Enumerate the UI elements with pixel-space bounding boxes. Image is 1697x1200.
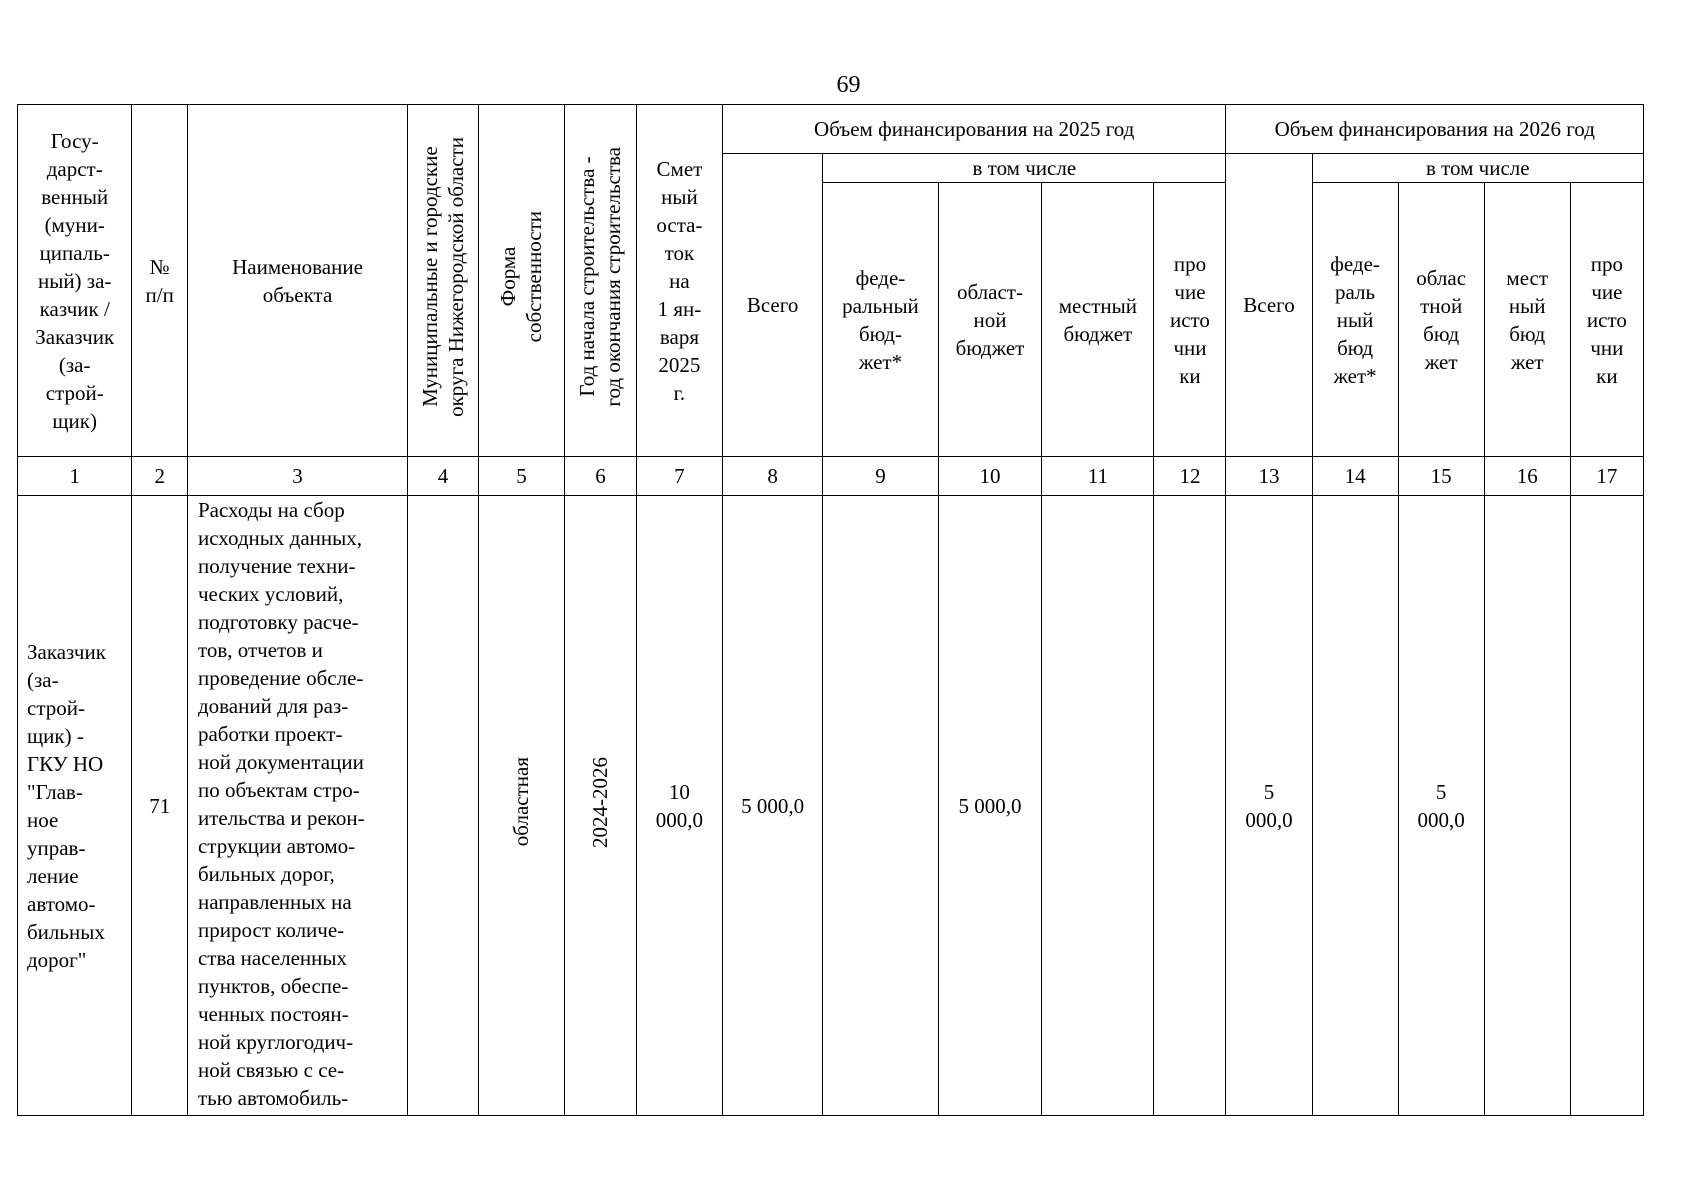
header-regional-2025: област- ной бюджет (938, 183, 1042, 457)
header-row-1 (18, 105, 1644, 154)
header-number: № п/п (132, 105, 188, 457)
row-regional-2025: 5 000,0 (938, 496, 1042, 1116)
column-number: 14 (1312, 457, 1398, 496)
column-number: 17 (1570, 457, 1643, 496)
column-number: 12 (1154, 457, 1226, 496)
row-ownership-text: областная (509, 757, 534, 847)
column-number: 7 (636, 457, 722, 496)
row-estimate: 10 000,0 (636, 496, 722, 1116)
column-number-row (18, 457, 1644, 496)
row-number: 71 (132, 496, 188, 1116)
financing-table (17, 104, 1644, 1116)
row-other-2025 (1154, 496, 1226, 1116)
header-other-2025: про чие исто чни ки (1154, 183, 1226, 457)
header-municipal-text: Муниципальные и городские округа Нижегородской области (417, 137, 468, 417)
column-number: 3 (187, 457, 407, 496)
row-ownership (478, 496, 564, 1116)
header-total-2026: Всего (1226, 154, 1312, 457)
header-municipal (408, 105, 479, 457)
column-number: 15 (1398, 457, 1484, 496)
header-including-2026: в том числе (1312, 154, 1643, 183)
header-years-text: Год начала строительства - год окончания строительства (575, 147, 626, 407)
row-local-2026 (1484, 496, 1570, 1116)
row-federal-2026 (1312, 496, 1398, 1116)
row-regional-2026: 5 000,0 (1398, 496, 1484, 1116)
header-federal-2026: феде- раль ный бюд жет* (1312, 183, 1398, 457)
column-number: 16 (1484, 457, 1570, 496)
row-other-2026 (1570, 496, 1643, 1116)
row-object-name: Расходы на сбор исходных данных, получение техни- ческих условий, подготовку расче- тов, отчетов и проведение обсле- дований для раз- работки проект- ной документации по объектам стро- ительства и рекон- струкции автомо- бильных дорог, направленных на прирост количе- ства населенных пунктов, обеспе- ченных постоян- ной круглогодич- ной связью с се- тью автомобиль- (187, 496, 407, 1116)
row-customer: Заказчик (за- строй- щик) - ГКУ НО "Глав- ное управ- ление автомо- бильных дорог" (18, 496, 132, 1116)
header-local-2025: местный бюджет (1042, 183, 1154, 457)
row-years (564, 496, 636, 1116)
row-local-2025 (1042, 496, 1154, 1116)
header-federal-2025: феде- ральный бюд- жет* (823, 183, 939, 457)
header-other-2026: про чие исто чни ки (1570, 183, 1643, 457)
column-number: 6 (564, 457, 636, 496)
column-number: 13 (1226, 457, 1312, 496)
row-years-text: 2024-2026 (588, 756, 613, 848)
header-estimate: Смет ный оста- ток на 1 ян- варя 2025 г. (636, 105, 722, 457)
header-regional-2026: облас тной бюд жет (1398, 183, 1484, 457)
header-local-2026: мест ный бюд жет (1484, 183, 1570, 457)
header-fin-2025: Объем финансирования на 2025 год (722, 105, 1225, 154)
column-number: 8 (722, 457, 822, 496)
header-object-name: Наименование объекта (187, 105, 407, 457)
column-number: 2 (132, 457, 188, 496)
column-number: 4 (408, 457, 479, 496)
column-number: 10 (938, 457, 1042, 496)
row-total-2026: 5 000,0 (1226, 496, 1312, 1116)
row-total-2025: 5 000,0 (722, 496, 822, 1116)
header-including-2025: в том числе (823, 154, 1226, 183)
header-customer: Госу- дарст- венный (муни- ципаль- ный) за- казчик / Заказчик (за- строй- щик) (18, 105, 132, 457)
column-number: 5 (478, 457, 564, 496)
row-municipal (408, 496, 479, 1116)
column-number: 9 (823, 457, 939, 496)
row-federal-2025 (823, 496, 939, 1116)
header-ownership (478, 105, 564, 457)
header-total-2025: Всего (722, 154, 822, 457)
page-number: 69 (836, 72, 861, 98)
column-number: 11 (1042, 457, 1154, 496)
table-row (18, 496, 1644, 1116)
header-fin-2026: Объем финансирования на 2026 год (1226, 105, 1644, 154)
column-number: 1 (18, 457, 132, 496)
header-years (564, 105, 636, 457)
header-ownership-text: Форма собственности (496, 211, 547, 343)
